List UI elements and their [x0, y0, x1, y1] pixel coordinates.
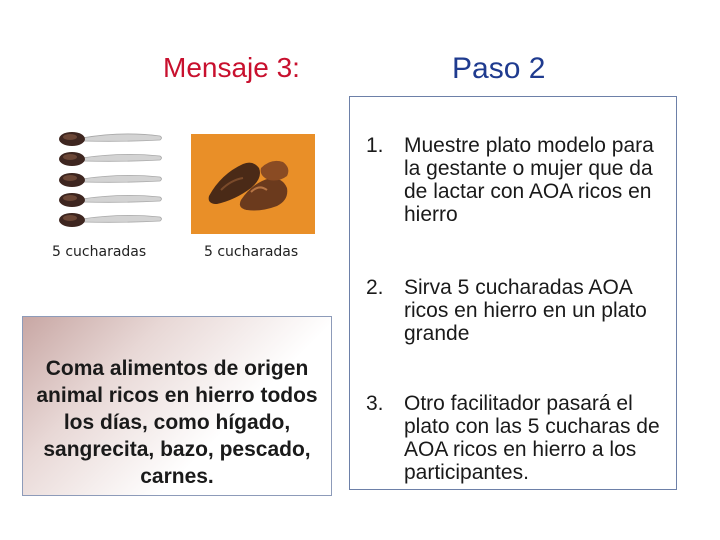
step-title: Paso 2: [452, 52, 546, 85]
step-number: 3.: [366, 392, 384, 415]
step-number: 2.: [366, 276, 384, 299]
step-item: [366, 276, 672, 345]
step-text: Sirva 5 cucharadas AOA ricos en hierro en un plato grande: [404, 276, 647, 345]
food-image: [191, 134, 315, 234]
spoon-1: [59, 132, 162, 146]
liver-pieces-icon: [191, 134, 315, 234]
step-item: [366, 392, 672, 484]
spoons-caption: 5 cucharadas: [52, 244, 147, 260]
spoon-3: [59, 173, 162, 187]
spoon-4: [59, 193, 162, 207]
food-caption: 5 cucharadas: [204, 244, 299, 260]
step-number: 1.: [366, 134, 384, 157]
spoon-2: [59, 152, 162, 166]
step-text: Otro facilitador pasará el plato con las 5 cucharas de AOA ricos en hierro a los participantes.: [404, 392, 660, 484]
spoons-image: [52, 124, 168, 234]
message-title: Mensaje 3:: [163, 52, 300, 83]
message-text: Coma alimentos de origen animal ricos en hierro todos los días, como hígado, sangrecita, bazo, pescado, carnes.: [36, 357, 318, 488]
step-text: Muestre plato modelo para la gestante o mujer que da de lactar con AOA ricos en hierro: [404, 134, 654, 226]
spoon-5: [59, 213, 162, 227]
message-box: [22, 316, 332, 496]
step-item: [366, 134, 672, 226]
steps-box: [349, 96, 677, 490]
